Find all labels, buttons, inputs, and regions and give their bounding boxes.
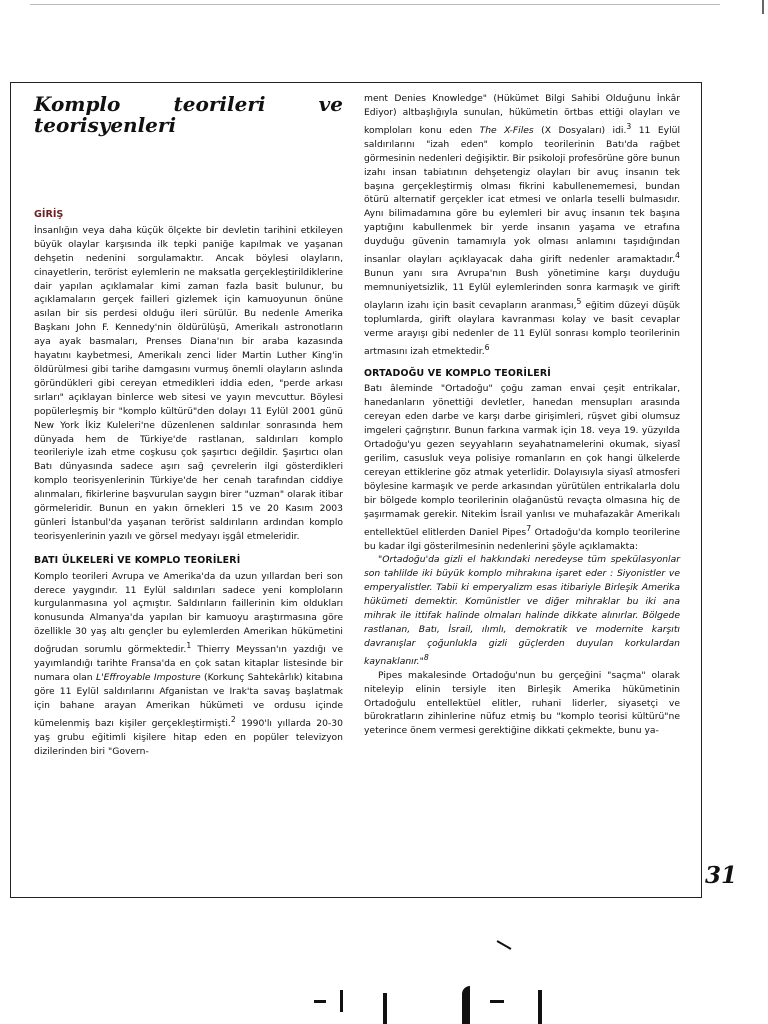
footnote-ref-3: 3 — [626, 121, 632, 131]
scan-artifact-dash — [314, 1000, 326, 1003]
west-text-2: Thierry Meyssan'ın yazdığı ve yayımlandığı tarihte Fransa'da en çok satan kitaplar listesinde bir numara olan — [34, 644, 343, 684]
west-text-1: Komplo teorileri Avrupa ve Amerika'da da uzun yıllardan beri son derece yaygındır. 11 Eylül saldırıları sadece yeni komploların kurgulanmasına yol açmıştır. Saldırıların faillerinin kim oldukları konusunda Almanya'da yapılan bir kamuoyu araştırmasına göre özellikle 30 yaş altı gençler bu eylemlerden Amerikan hükümetini doğrudan sorumlu görmektedir. — [34, 570, 343, 656]
quote-text: "Ortadoğu'da gizli el hakkındaki neredeyse tüm spekülasyonlar son tahlilde iki büyük komplo mihrakına işaret eder : Siyonistler ve emperyalistler. Tabii ki emperyalizm esas itibariyle Birleşik Amerika hükümeti demektir. Komünistler ve diğer mihraklar bu iki ana mihrak ile ittifak halinde olmaları halinde dikkate alınırlar. Bölgede rastlanan, Batı, İsrail, ılımlı, demokratik ve modernite karşıtı davranışlar çoğunlukla gizli güçlerden duyulan korkulardan kaynaklanır." — [364, 554, 680, 667]
continued-paragraph — [364, 92, 680, 359]
west-text-4: 1990'lı yıllarda 20-30 yaş grubu eğitimli kişilere hitap eden en popüler televizyon dizilerinden biri "Govern- — [34, 717, 343, 757]
xfiles-title: The X-Files — [479, 124, 534, 136]
right-column — [364, 92, 680, 738]
pipes-paragraph: Pipes makalesinde Ortadoğu'nun bu gerçeğini "saçma" olarak niteleyip elinin tersiyle iten Birleşik Amerika hükümetinin Ortadoğulu entellektüel elitler, ruhani liderler, siyasetçi ve bürokratların zihinlerine nüfuz etmiş bu "komplo teorisi kültürü"ne yeterince önem vermesi gerektiğine dikkati çekmekte, bunu ya- — [364, 669, 680, 737]
intro-paragraph: İnsanlığın veya daha küçük ölçekte bir devletin tarihini etkileyen büyük olaylar karşısında ilk tepki paniğe kapılmak ve yaşanan dehşetin nedenini sorgulamaktır. Ancak böylesi olayların, cinayetlerin, terörist eylemlerin ne maksatla gerçekleştirildiklerine dair yapılan açıklamalar kimi zaman fazla basit bulunur, bu açıklamaların gerçek failleri gizlemek için kamuoyunun önüne asılan bir sis perdesi olduğu ileri sürülür. Bu nedenle Amerika Başkanı John F. Kennedy'nin öldürülüşü, Amerikalı astronotların aya ayak basmaları, Prenses Diana'nın bir araba kazasında hayatını kaybetmesi, Amerikalı zenci lider Martin Luther King'in öldürülmesi gibi tarihe damgasını vurmuş önemli olayların aslında göründükleri gibi cereyan etmedikleri iddia eden, "perde arkası sırları" açıklayan binlerce web sitesi ve yayın mevcuttur. Böylesi popülerleşmiş bir "komplo kültürü"den dolayı 11 Eylül 2001 günü New York İkiz Kuleleri'ne düzenlenen saldırılar sonrasında hem dünyada hem de Türkiye'de rastlanan, saldırıları komplo teorileriyle izah etme coşkusu çok şaşırtıcı değildir. Şaşırtıcı olan Batı dünyasında sadece aşırı sağ çevrelerin ilgi gösterdikleri komplo teorisyenlerinin Türkiye'de her cenah tarafından ciddiye alınmaları, fikirlerine başvurulan saygın birer "uzman" olarak itibar görmeleridir. Bunun en yakın örnekleri 15 ve 20 Kasım 2003 günleri İstanbul'da yaşanan terörist saldırıların ardından komplo teorisyenlerinin yazılı ve görsel medyayı işgâl etmeleridir. — [34, 224, 343, 542]
mideast-heading: ORTADOĞU VE KOMPLO TEORİLERİ — [364, 367, 551, 379]
scan-corner-mark — [756, 0, 764, 14]
footnote-ref-2: 2 — [230, 714, 236, 724]
book-title: L'Effroyable Imposture — [95, 672, 201, 684]
scan-artifact-bar-2 — [538, 990, 542, 1024]
footnote-ref-6: 6 — [484, 342, 490, 352]
scan-artifact-bracket-left — [340, 990, 343, 1012]
page-number: 31 — [705, 862, 738, 889]
footnote-ref-8: 8 — [423, 652, 429, 662]
article-title: Komplo teorileri ve teorisyenleri — [34, 92, 343, 137]
cont-text-4: Bunun yanı sıra Avrupa'nın Bush yönetimine karşı duyduğu memnuniyetsizlik, 11 Eylül eylemlerinden sonra karmaşık ve girift olayların izahı için basit cevapların aranması, — [364, 268, 680, 311]
cont-text-5: eğitim düzeyi düşük toplumlarda, girift olaylara kavranması kolay ve basit cevaplar verme arayışı gibi nedenler de 11 Eylül sonrası komplo teorilerinin artmasını izah etmektedir. — [364, 299, 680, 357]
west-paragraph — [34, 570, 343, 759]
scan-artifact-bar — [383, 993, 387, 1024]
mideast-text-1: Batı âleminde "Ortadoğu" çoğu zaman envai çeşit entrikalar, hanedanların yönettiği devletler, hanedan mensupları arasında cereyan eden darbe ve karşı darbe girişimleri, rüşvet gibi olumsuz imgeleri çağrıştırır. Bunun farkına varmak için 18. veya 19. yüzyılda Ortadoğu'yu gezen seyyahların seyahatnamelerini okumak, siyasî gerilim, casusluk veya polisiye romanların en çok hangi ülkelerde cereyan ettiklerine göz atmak yeterlidir. Dolayısıyla siyasî atmosferi böylesine karmaşık ve perde arkasından yürütülen entrikalarla dolu bir bölgede komplo teorilerinin olağanüstü revaçta olmasına hiç de şaşırmamak gerekir. Nitekim İsrail yanlısı ve muhafazakâr Amerikalı entellektüel elitlerden Daniel Pipes — [364, 383, 680, 538]
mideast-text-2: Ortadoğu'da komplo teorilerine bu kadar ilgi gösterilmesinin nedenlerini şöyle açıklamakta: — [364, 526, 680, 552]
scan-artifact-mark — [497, 940, 512, 950]
scan-artifact-dash-2 — [490, 1000, 504, 1003]
cont-text-1: ment Denies Knowledge" (Hükümet Bilgi Sahibi Olduğunu İnkâr Ediyor) altbaşlığıyla sunulan, hükümetin örtbas ettiği olayları ve komploları konu eden — [364, 93, 680, 136]
mideast-paragraph — [364, 382, 680, 553]
cont-text-3: 11 Eylül saldırılarını "izah eden" komplo teorilerinin Batı'da rağbet görmesinin nedenleri değişiktir. Bir psikoloji profesörüne göre bunun izahı insan tabiatının dehşetengiz olayları bir avuç insanın tek başına gerçekleştirmiş olması fikrini kabullenememesi, bundan ötürü alternatif gerçekler icat etmesi ve onlarla teselli bulmasıdır. Aynı bilimadamına göre bu eylemleri bir avuç insanın tek başına yaptığını kabullenmek bir yerde insanın yaşama ve etrafına duyduğu güvenin tamamıyla yok olması anlamını taşıdığından insanlar olayları açıklayacak daha girift nedenler aramaktadır. — [364, 124, 681, 266]
footnote-ref-7: 7 — [526, 523, 532, 533]
intro-heading: GİRİŞ — [34, 209, 64, 220]
pipes-quote — [364, 553, 680, 668]
footnote-ref-4: 4 — [675, 251, 680, 261]
left-column — [34, 92, 343, 759]
top-scan-rule — [30, 4, 720, 5]
west-heading: BATI ÜLKELERİ VE KOMPLO TEORİLERİ — [34, 554, 241, 566]
cont-text-2: (X Dosyaları) idi. — [533, 124, 627, 136]
west-text-3: (Korkunç Sahtekârlık) kitabına göre 11 Eylül saldırılarını Afganistan ve Irak'ta savaş başlatmak için bahane arayan Amerikan hükümeti ve ordusu içinde kümelenmiş bazı kişiler gerçekleştirmişti. — [34, 672, 344, 729]
scan-artifact-curve — [462, 986, 470, 1024]
footnote-ref-1: 1 — [186, 641, 192, 651]
footnote-ref-5: 5 — [576, 296, 582, 306]
